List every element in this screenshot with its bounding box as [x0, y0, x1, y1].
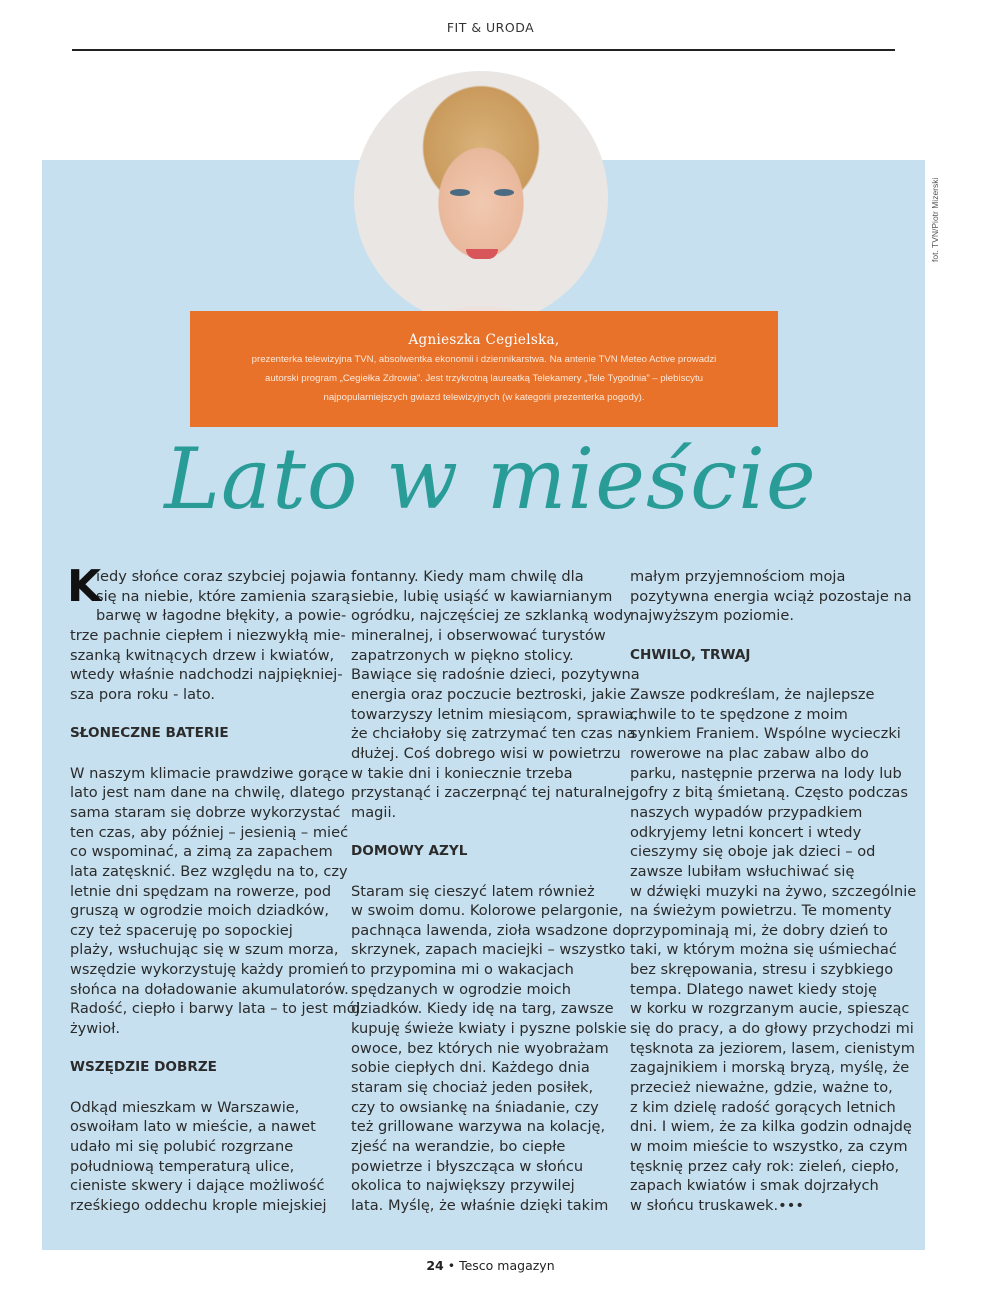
text-line: sza pora roku - lato.	[70, 685, 216, 703]
text-line: cieszymy się oboje jak dzieci – od	[630, 843, 876, 861]
text-line: rześkiego oddechu krople miejskiej	[70, 1197, 327, 1214]
text-line: dziadków. Kiedy idę na targ, zawsze	[351, 1000, 614, 1018]
text-line: z kim dzielę radość gorących letnich	[630, 1098, 896, 1116]
text-line: parku, następnie przerwa na lody lub	[630, 764, 902, 782]
text-line: staram się chociaż jeden posiłek,	[351, 1079, 594, 1097]
text-line: słońca na doładowanie akumulatorów.	[70, 980, 349, 998]
text-line: w słońcu truskawek.•••	[630, 1197, 804, 1214]
paragraph-gap	[70, 1078, 345, 1098]
text-line: że chciałoby się zatrzymać ten czas na	[351, 725, 636, 743]
text-line: szanką kwitnących drzew i kwiatów,	[70, 646, 335, 664]
text-line: tęsknię przez cały rok: zieleń, ciepło,	[630, 1157, 900, 1175]
drop-cap: K	[67, 561, 102, 612]
text-line: plaży, wsłuchując się w szum morza,	[70, 941, 339, 959]
article-column-3	[630, 567, 917, 1216]
text-line: skrzynek, zapach maciejki – wszystko	[351, 941, 626, 959]
bio-line: prezenterka telewizyjna TVN, absolwentka ekonomii i dziennikarstwa. Na antenie TVN Meteo Active prowadzi	[251, 354, 717, 365]
text-line: trze pachnie ciepłem i niezwykłą mie-	[70, 626, 346, 644]
article-column-2	[351, 567, 640, 1216]
text-line: towarzyszy letnim miesiącom, sprawia,	[351, 705, 638, 723]
text-line: lata. Myślę, że właśnie dzięki takim	[351, 1197, 609, 1214]
text-line: okolica to największy przywilej	[351, 1177, 575, 1195]
text-line: Bawiące się radośnie dzieci, pozytywna	[351, 666, 640, 684]
text-line: przypominają mi, że dobry dzień to	[630, 921, 888, 939]
text-line: też grillowane warzywa na kolację,	[351, 1118, 606, 1136]
paragraph-gap	[351, 862, 626, 882]
portrait-eye	[494, 189, 514, 196]
section-heading: SŁONECZNE BATERIE	[70, 725, 229, 742]
paragraph-gap	[70, 744, 345, 764]
portrait-mouth	[466, 249, 498, 259]
text-line: zagajnikiem i morską bryzą, myślę, że	[630, 1059, 910, 1077]
text-line: lata zatęsknić. Bez względu na to, czy	[70, 862, 348, 880]
text-line: dłużej. Coś dobrego wisi w powietrzu	[351, 744, 621, 762]
text-line: czy to owsiankę na śniadanie, czy	[351, 1098, 599, 1116]
text-line: ten czas, aby później – jesienią – mieć	[70, 823, 349, 841]
text-line: w moim mieście to wszystko, za czym	[630, 1138, 908, 1156]
text-line: dni. I wiem, że za kilka godzin odnajdę	[630, 1118, 912, 1136]
text-line: naszych wypadów przypadkiem	[630, 803, 863, 821]
portrait-eye	[450, 189, 470, 196]
author-portrait	[354, 71, 608, 325]
text-line: przecież nieważne, gdzie, ważne to,	[630, 1079, 893, 1097]
text-line: kupuję świeże kwiaty i pyszne polskie	[351, 1020, 627, 1038]
text-line: magii.	[351, 803, 397, 821]
text-line: to przypomina mi o wakacjach	[351, 961, 574, 979]
text-line: chwile to te spędzone z moim	[630, 705, 848, 723]
text-line: sama staram się dobrze wykorzystać	[70, 803, 341, 821]
paragraph-gap	[70, 1039, 345, 1059]
text-line: cieniste skwery i dające możliwość	[70, 1177, 325, 1195]
text-line: Radość, ciepło i barwy lata – to jest mój	[70, 1000, 360, 1018]
text-line: zapatrzonych w piękno stolicy.	[351, 646, 574, 664]
text-line: powietrze i błyszcząca w słońcu	[351, 1157, 584, 1175]
text-line: Staram się cieszyć latem również	[351, 882, 595, 900]
text-line: żywioł.	[70, 1020, 121, 1038]
paragraph-gap	[70, 705, 345, 725]
section-heading: DOMOWY AZYL	[351, 843, 468, 860]
author-name: Agnieszka Cegielska,	[408, 332, 560, 348]
text-line: siebie, lubię usiąść w kawiarnianym	[351, 587, 613, 605]
section-heading: CHWILO, TRWAJ	[630, 646, 751, 663]
text-line: oswoiłam lato w mieście, a nawet	[70, 1118, 316, 1136]
text-line: energia oraz poczucie beztroski, jakie	[351, 685, 626, 703]
text-line: przystanąć i zaczerpnąć tej naturalnej	[351, 784, 630, 802]
footer-separator: •	[443, 1258, 460, 1273]
text-line: barwę w łagodne błękity, a powie-	[96, 607, 347, 625]
text-line: wszędzie wykorzystuję każdy promień	[70, 961, 349, 979]
text-line: pozytywna energia wciąż pozostaje na	[630, 587, 912, 605]
author-bio-box	[190, 311, 778, 427]
article-title: Lato w mieście	[164, 430, 817, 528]
text-line: się na niebie, które zamienia szarą	[96, 587, 351, 605]
section-label: FIT & URODA	[446, 20, 535, 35]
paragraph-gap	[630, 626, 905, 646]
section-heading: WSZĘDZIE DOBRZE	[70, 1059, 217, 1076]
text-line: w swoim domu. Kolorowe pelargonie,	[351, 902, 623, 920]
bio-line: najpopularniejszych gwiazd telewizyjnych (w kategorii prezenterka pogody).	[323, 392, 645, 403]
publication-name: Tesco magazyn	[459, 1258, 555, 1273]
text-line: tęsknota za jeziorem, lasem, cienistym	[630, 1039, 915, 1057]
text-line: sobie ciepłych dni. Każdego dnia	[351, 1059, 590, 1077]
text-line: gofry z bitą śmietaną. Często podczas	[630, 784, 908, 802]
page-footer	[0, 1258, 981, 1273]
text-line: Zawsze podkreślam, że najlepsze	[630, 685, 875, 703]
text-line: taki, w którym można się uśmiechać	[630, 941, 897, 959]
text-line: zjeść na werandzie, bo ciepłe	[351, 1138, 566, 1156]
text-line: W naszym klimacie prawdziwe gorące	[70, 764, 349, 782]
article-column-1	[67, 561, 360, 1216]
text-line: fontanny. Kiedy mam chwilę dla	[351, 568, 584, 585]
author-bio	[208, 350, 760, 407]
text-line: udało mi się polubić rozgrzane	[70, 1138, 294, 1156]
text-line: letnie dni spędzam na rowerze, pod	[70, 882, 332, 900]
text-line: iedy słońce coraz szybciej pojawia	[96, 568, 347, 585]
paragraph-gap	[351, 823, 626, 843]
text-line: wtedy właśnie nadchodzi najpiękniej-	[70, 666, 343, 684]
text-line: na świeżym powietrzu. Te momenty	[630, 902, 892, 920]
text-line: zapach kwiatów i smak dojrzałych	[630, 1177, 879, 1195]
text-line: odkryjemy letni koncert i wtedy	[630, 823, 862, 841]
photo-credit: fot. TVN/Piotr Mizerski	[930, 177, 940, 262]
text-line: najwyższym poziomie.	[630, 607, 794, 625]
text-line: lato jest nam dane na chwilę, dlatego	[70, 784, 345, 802]
header-divider	[72, 49, 895, 51]
text-line: w korku w rozgrzanym aucie, spiesząc	[630, 1000, 910, 1018]
text-line: co wspominać, a zimą za zapachem	[70, 843, 333, 861]
text-line: zawsze lubiłam wsłuchiwać się	[630, 862, 855, 880]
text-line: małym przyjemnościom moja	[630, 568, 846, 585]
text-line: mineralnej, i obserwować turystów	[351, 626, 606, 644]
text-line: owoce, bez których nie wyobrażam	[351, 1039, 609, 1057]
text-line: synkiem Franiem. Wspólne wycieczki	[630, 725, 901, 743]
paragraph-gap	[630, 665, 905, 685]
text-line: tempa. Dlatego nawet kiedy stoję	[630, 980, 877, 998]
text-line: rowerowe na plac zabaw albo do	[630, 744, 869, 762]
text-line: czy też spaceruję po sopockiej	[70, 921, 293, 939]
text-line: w dźwięki muzyki na żywo, szczególnie	[630, 882, 917, 900]
page-number: 24	[426, 1258, 444, 1273]
text-line: spędzanych w ogrodzie moich	[351, 980, 571, 998]
bio-line: autorski program „Cegiełka Zdrowia”. Jest trzykrotną laureatką Telekamery „Tele Tygodnia” – plebiscytu	[265, 373, 703, 384]
text-line: ogródku, najczęściej ze szklanką wody	[351, 607, 632, 625]
text-line: w takie dni i koniecznie trzeba	[351, 764, 573, 782]
text-line: południową temperaturą ulice,	[70, 1157, 295, 1175]
text-line: pachnąca lawenda, zioła wsadzone do	[351, 921, 631, 939]
text-line: gruszą w ogrodzie moich dziadków,	[70, 902, 330, 920]
text-line: się do pracy, a do głowy przychodzi mi	[630, 1020, 914, 1038]
text-line: Odkąd mieszkam w Warszawie,	[70, 1098, 300, 1116]
text-line: bez skrępowania, stresu i szybkiego	[630, 961, 894, 979]
